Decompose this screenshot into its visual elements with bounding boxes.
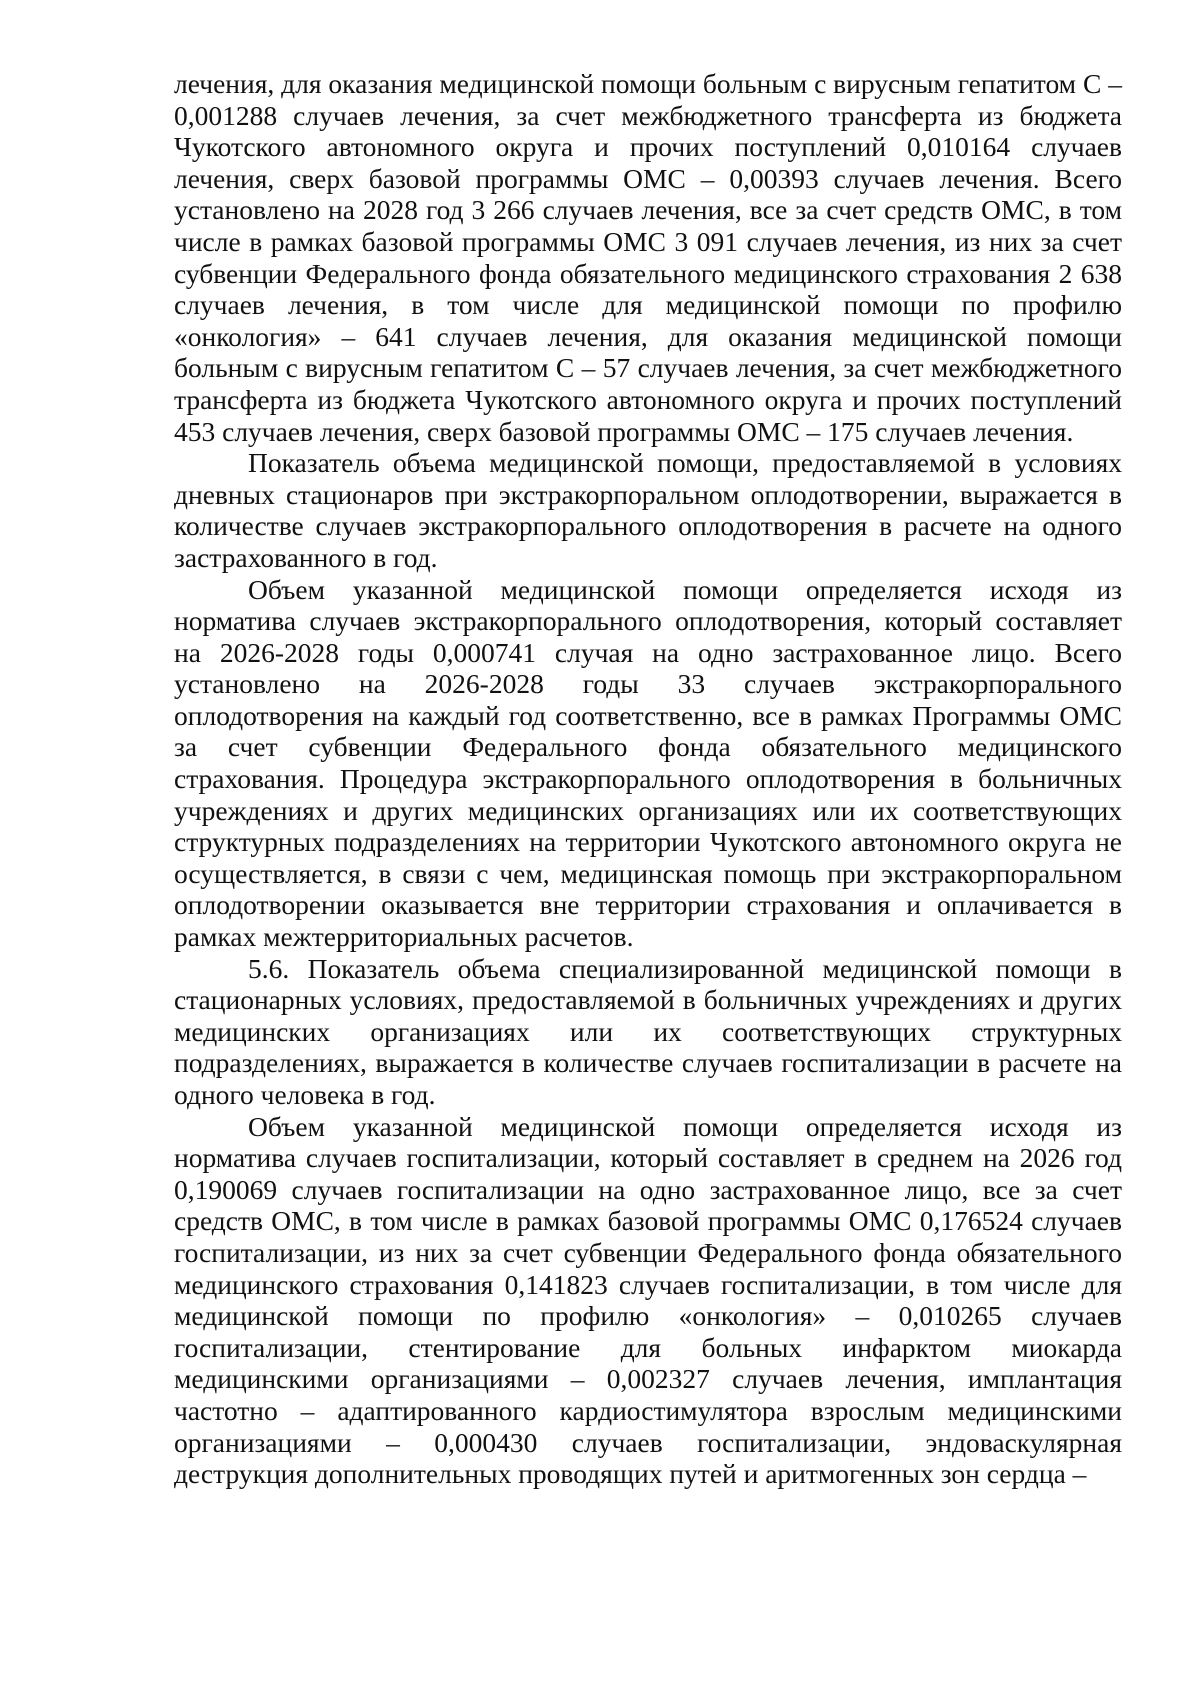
paragraph-ivf-indicator: Показатель объема медицинской помощи, предоставляемой в условиях дневных стационаров при экстракорпоральном оплодотворении, выражается в количестве случаев экстракорпорального оплодотворения в расчете на одного застрахованного в год. <box>174 447 1122 573</box>
paragraph-section-5-6: 5.6. Показатель объема специализированной медицинской помощи в стационарных условиях, предоставляемой в больничных учреждениях и других медицинских организациях или их соответствующих структурных подразделениях, выражается в количестве случаев госпитализации в расчете на одного человека в год. <box>174 952 1122 1110</box>
paragraph-ivf-volume: Объем указанной медицинской помощи определяется исходя из норматива случаев экстракорпорального оплодотворения, который составляет на 2026-2028 годы 0,000741 случая на одно застрахованное лицо. Всего установлено на 2026-2028 годы 33 случаев экстракорпорального оплодотворения на каждый год соответственно, все в рамках Программы ОМС за счет субвенции Федерального фонда обязательного медицинского страхования. Процедура экстракорпорального оплодотворения в больничных учреждениях и других медицинских организациях или их соответствующих структурных подразделениях на территории Чукотского автономного округа не осуществляется, в связи с чем, медицинская помощь при экстракорпоральном оплодотворении оказывается вне территории страхования и оплачивается в рамках межтерриториальных расчетов. <box>174 573 1122 953</box>
paragraph-hospitalization-volume: Объем указанной медицинской помощи определяется исходя из норматива случаев госпитализации, который составляет в среднем на 2026 год 0,190069 случаев госпитализации на одно застрахованное лицо, все за счет средств ОМС, в том числе в рамках базовой программы ОМС 0,176524 случаев госпитализации, из них за счет субвенции Федерального фонда обязательного медицинского страхования 0,141823 случаев госпитализации, в том числе для медицинской помощи по профилю «онкология» – 0,010265 случаев госпитализации, стентирование для больных инфарктом миокарда медицинскими организациями – 0,002327 случаев лечения, имплантация частотно – адаптированного кардиостимулятора взрослым медицинскими организациями – 0,000430 случаев госпитализации, эндоваскулярная деструкция дополнительных проводящих путей и аритмогенных зон сердца – <box>174 1110 1122 1490</box>
document-body <box>174 68 1122 1490</box>
paragraph-continuation: лечения, для оказания медицинской помощи больным с вирусным гепатитом С – 0,001288 случаев лечения, за счет межбюджетного трансферта из бюджета Чукотского автономного округа и прочих поступлений 0,010164 случаев лечения, сверх базовой программы ОМС – 0,00393 случаев лечения. Всего установлено на 2028 год 3 266 случаев лечения, все за счет средств ОМС, в том числе в рамках базовой программы ОМС 3 091 случаев лечения, из них за счет субвенции Федерального фонда обязательного медицинского страхования 2 638 случаев лечения, в том числе для медицинской помощи по профилю «онкология» – 641 случаев лечения, для оказания медицинской помощи больным с вирусным гепатитом С – 57 случаев лечения, за счет межбюджетного трансферта из бюджета Чукотского автономного округа и прочих поступлений 453 случаев лечения, сверх базовой программы ОМС – 175 случаев лечения. <box>174 68 1122 447</box>
